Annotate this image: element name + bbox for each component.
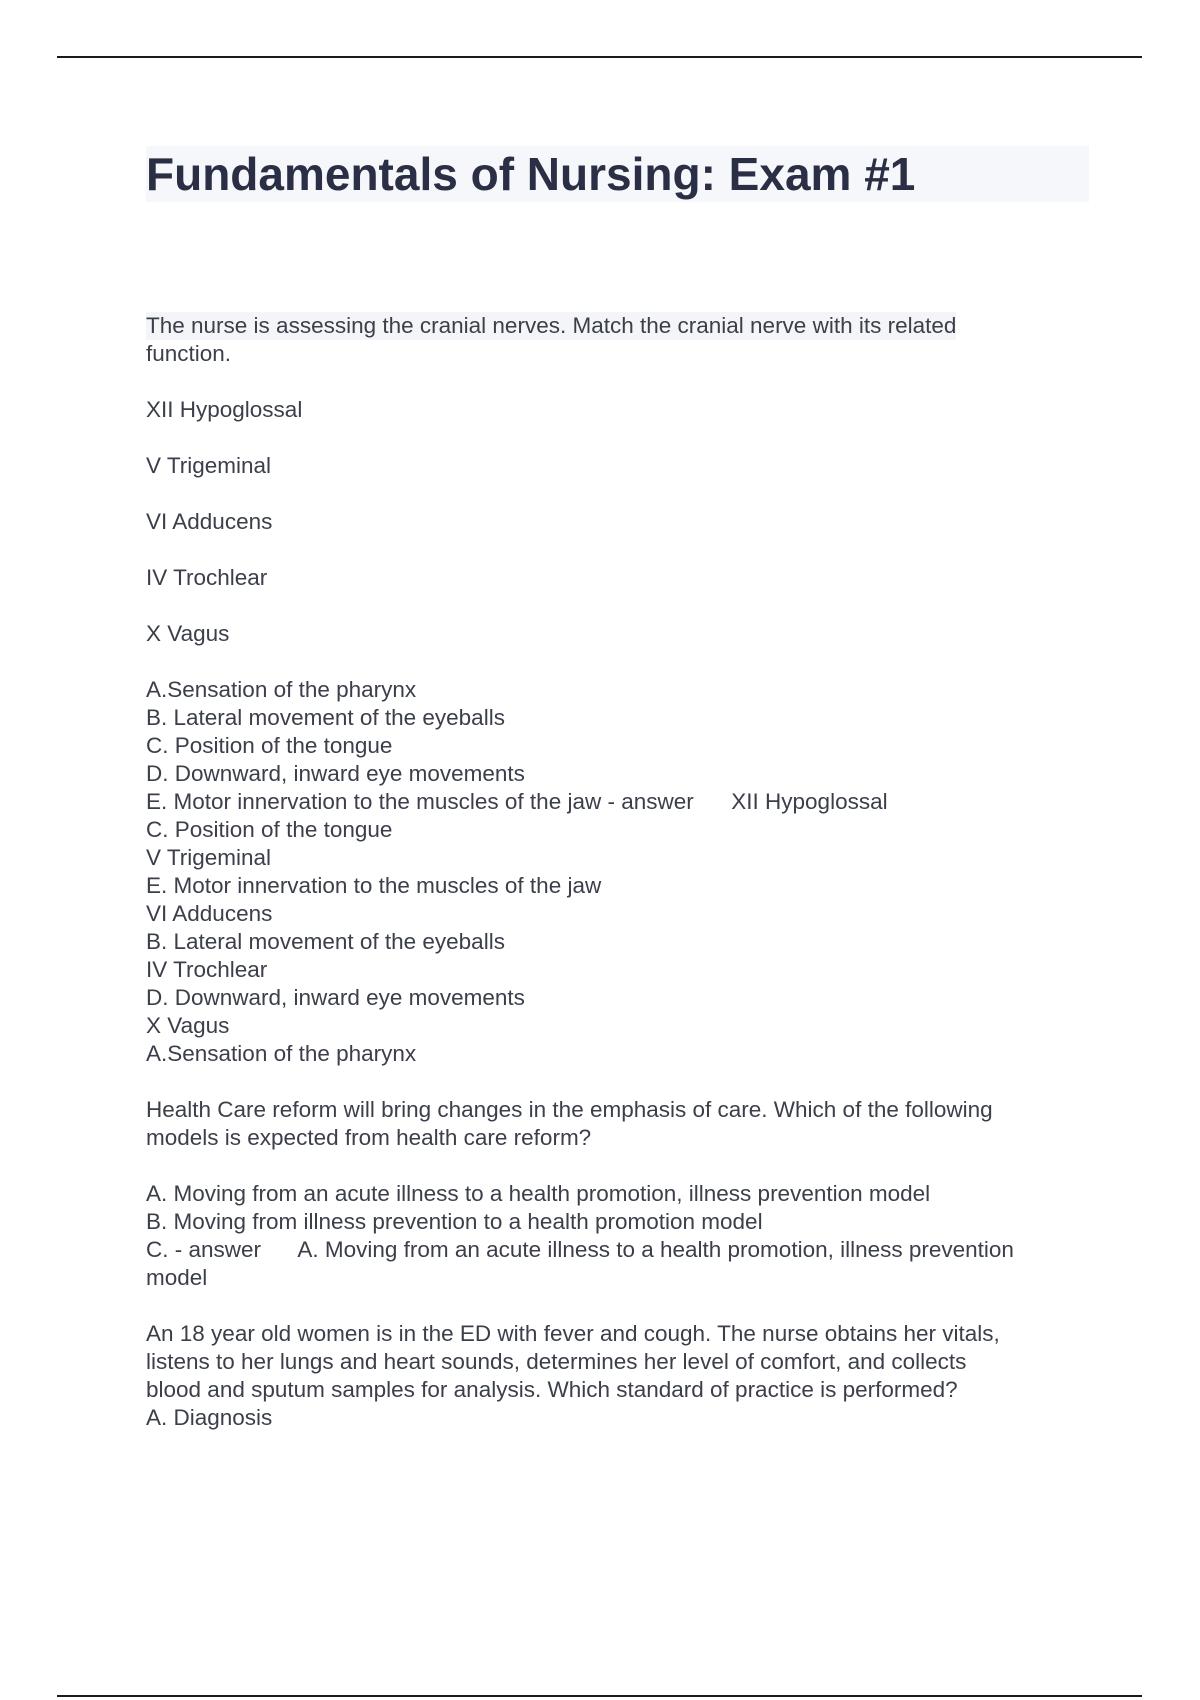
spacer: [146, 368, 1086, 396]
q1-answer-line: IV Trochlear: [146, 957, 268, 982]
q2-prompt-line-1: Health Care reform will bring changes in the emphasis of care. Which of the following: [146, 1097, 993, 1122]
q1-prompt-line-2: function.: [146, 341, 232, 366]
q1-answer-line: X Vagus: [146, 1013, 230, 1038]
q1-option-e-answer-row: [146, 788, 1086, 816]
q1-answer-line: C. Position of the tongue: [146, 817, 393, 842]
q1-prompt-line-1: The nurse is assessing the cranial nerves. Match the cranial nerve with its related: [146, 313, 957, 338]
spacer: [146, 592, 1086, 620]
spacer: [146, 1292, 1086, 1320]
spacer: [146, 648, 1086, 676]
q1-answer-line: V Trigeminal: [146, 845, 272, 870]
q2-option-c-answer-row: [146, 1236, 1086, 1264]
spacer: [146, 1152, 1086, 1180]
q1-option-a: A.Sensation of the pharynx: [146, 677, 417, 702]
q2-option-c: C. - answer: [146, 1237, 262, 1262]
q1-nerve-hypoglossal: XII Hypoglossal: [146, 397, 303, 422]
q2-prompt-line-2: models is expected from health care reform?: [146, 1125, 592, 1150]
page-title: Fundamentals of Nursing: Exam #1: [146, 146, 1089, 202]
spacer: [146, 480, 1086, 508]
spacer: [146, 424, 1086, 452]
q1-option-d: D. Downward, inward eye movements: [146, 761, 525, 786]
spacer: [146, 1068, 1086, 1096]
q1-answer-line: E. Motor innervation to the muscles of the jaw: [146, 873, 602, 898]
q1-answer-line: B. Lateral movement of the eyeballs: [146, 929, 505, 954]
q1-answer-first: XII Hypoglossal: [731, 789, 888, 814]
q3-option-a: A. Diagnosis: [146, 1405, 273, 1430]
q1-nerve-trigeminal: V Trigeminal: [146, 453, 272, 478]
q1-nerve-trochlear: IV Trochlear: [146, 565, 268, 590]
q2-answer: A. Moving from an acute illness to a health promotion, illness prevention: [297, 1237, 1014, 1262]
q1-option-c: C. Position of the tongue: [146, 733, 393, 758]
q3-prompt-line-3: blood and sputum samples for analysis. Which standard of practice is performed?: [146, 1377, 958, 1402]
q1-option-b: B. Lateral movement of the eyeballs: [146, 705, 505, 730]
document-body: [146, 312, 1086, 1432]
q3-prompt-line-2: listens to her lungs and heart sounds, determines her level of comfort, and collects: [146, 1349, 967, 1374]
q3-prompt-line-1: An 18 year old women is in the ED with fever and cough. The nurse obtains her vitals,: [146, 1321, 1000, 1346]
q2-option-a: A. Moving from an acute illness to a health promotion, illness prevention model: [146, 1181, 931, 1206]
q1-answer-line: A.Sensation of the pharynx: [146, 1041, 417, 1066]
q1-nerve-adducens: VI Adducens: [146, 509, 273, 534]
q1-option-e: E. Motor innervation to the muscles of the jaw - answer: [146, 789, 694, 814]
q1-answer-line: D. Downward, inward eye movements: [146, 985, 525, 1010]
spacer: [146, 536, 1086, 564]
q2-answer-continued: model: [146, 1265, 208, 1290]
q1-answer-line: VI Adducens: [146, 901, 273, 926]
top-rule: [57, 56, 1142, 58]
bottom-rule: [57, 1695, 1142, 1697]
q2-option-b: B. Moving from illness prevention to a health promotion model: [146, 1209, 763, 1234]
q1-nerve-vagus: X Vagus: [146, 621, 230, 646]
